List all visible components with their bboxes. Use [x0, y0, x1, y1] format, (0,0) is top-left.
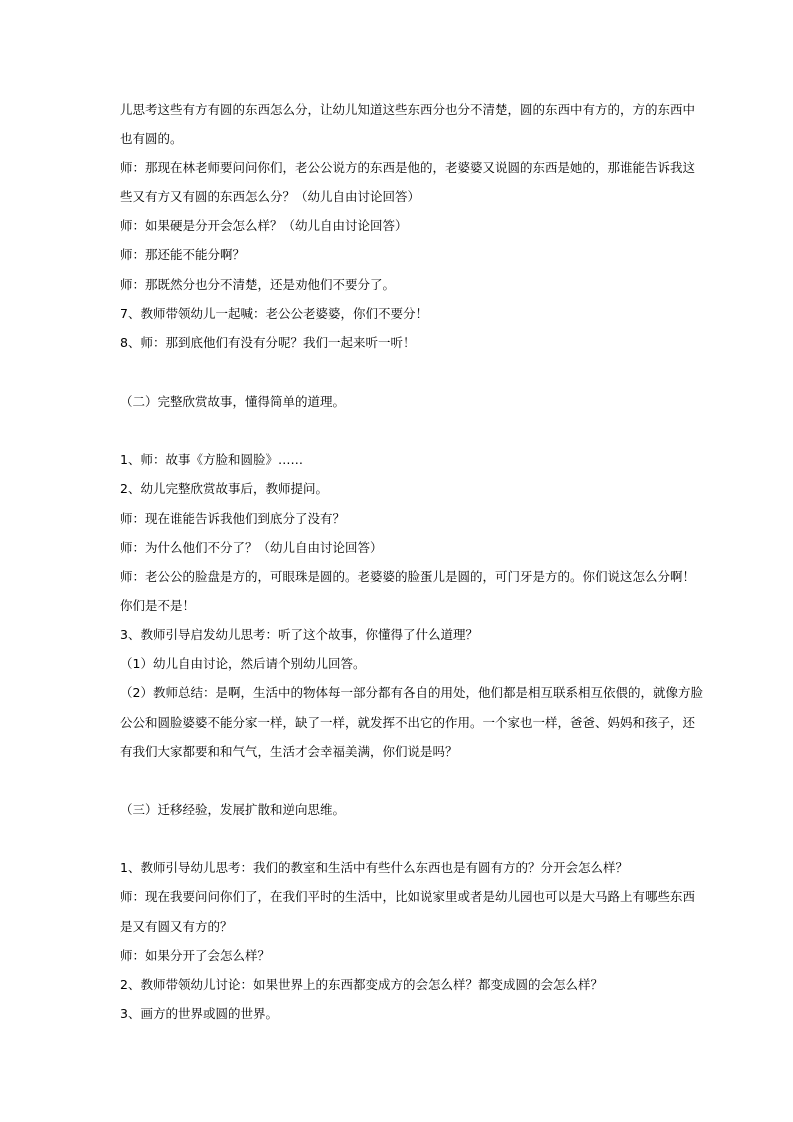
section-heading: （二）完整欣赏故事，懂得简单的道理。 [120, 394, 346, 409]
paragraph-line: 师：老公公的脸盘是方的，可眼珠是圆的。老婆婆的脸蛋儿是圆的，可门牙是方的。你们说这怎么分啊！ [120, 569, 696, 584]
paragraph-line: 也有圆的。 [120, 131, 183, 146]
sub-list-item: （1）幼儿自由讨论，然后请个别幼儿回答。 [120, 656, 366, 671]
sub-list-item: （2）教师总结：是啊，生活中的物体每一部分都有各自的用处，他们都是相互联系相互依偎的，就像方脸 [120, 685, 703, 700]
section-heading: （三）迁移经验，发展扩散和逆向思维。 [120, 802, 346, 817]
paragraph-line: 你们是不是！ [120, 598, 196, 613]
paragraph-line: 有我们大家都要和和气气，生活才会幸福美满，你们说是吗？ [120, 744, 458, 759]
list-item: 3、教师引导启发幼儿思考：听了这个故事，你懂得了什么道理？ [120, 627, 478, 642]
paragraph-line: 师：那还能不能分啊？ [120, 247, 246, 262]
list-item: 1、师：故事《方脸和圆脸》…… [120, 452, 303, 467]
paragraph-line: 师：那既然分也分不清楚，还是劝他们不要分了。 [120, 277, 396, 292]
paragraph-line: 师：现在谁能告诉我他们到底分了没有？ [120, 511, 346, 526]
list-item: 1、教师引导幼儿思考：我们的教室和生活中有些什么东西也是有圆有方的？分开会怎么样？ [120, 860, 628, 875]
paragraph-line: 师：为什么他们不分了？（幼儿自由讨论回答） [120, 540, 383, 555]
list-item: 8、师：那到底他们有没有分呢？我们一起来听一听！ [120, 335, 416, 350]
paragraph-line: 师：如果硬是分开会怎么样？（幼儿自由讨论回答） [120, 218, 408, 233]
paragraph-line: 公公和圆脸婆婆不能分家一样，缺了一样，就发挥不出它的作用。一个家也一样，爸爸、妈妈和孩子，还 [120, 715, 696, 730]
list-item: 7、教师带领幼儿一起喊：老公公老婆婆，你们不要分！ [120, 306, 428, 321]
paragraph-line: 些又有方又有圆的东西怎么分？（幼儿自由讨论回答） [120, 189, 421, 204]
paragraph-line: 是又有圆又有方的？ [120, 919, 233, 934]
list-item: 2、教师带领幼儿讨论：如果世界上的东西都变成方的会怎么样？都变成圆的会怎么样？ [120, 977, 603, 992]
paragraph-line: 师：现在我要问问你们了，在我们平时的生活中，比如说家里或者是幼儿园也可以是大马路上有哪些东西 [120, 889, 696, 904]
list-item: 2、幼儿完整欣赏故事后，教师提问。 [120, 481, 328, 496]
paragraph-line: 儿思考这些有方有圆的东西怎么分，让幼儿知道这些东西分也分不清楚，圆的东西中有方的，方的东西中 [120, 102, 696, 117]
paragraph-line: 师：如果分开了会怎么样？ [120, 948, 271, 963]
paragraph-line: 师：那现在林老师要问问你们，老公公说方的东西是他的，老婆婆又说圆的东西是她的，那谁能告诉我这 [120, 160, 696, 175]
list-item: 3、画方的世界或圆的世界。 [120, 1006, 278, 1021]
